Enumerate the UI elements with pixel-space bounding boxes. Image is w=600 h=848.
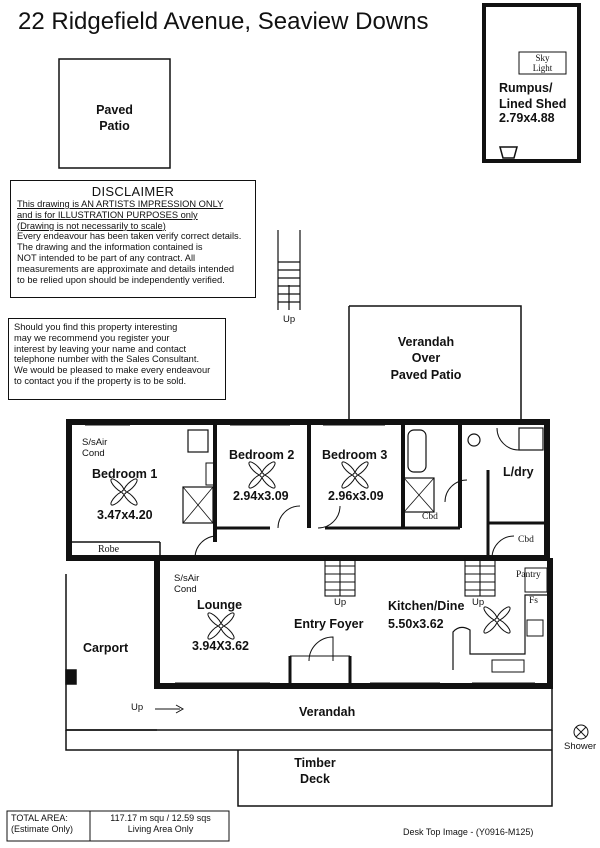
disclaimer-line: NOT intended to be part of any contract. All	[17, 252, 196, 263]
disclaimer-line: This drawing is AN ARTISTS IMPRESSION ONLY	[17, 199, 224, 210]
bedroom1-name: Bedroom 1	[92, 467, 158, 481]
bedroom2-dims: 2.94x3.09	[233, 489, 289, 503]
entry-foyer-label: Entry Foyer	[294, 617, 364, 631]
total-area-label: TOTAL AREA: (Estimate Only)	[11, 813, 74, 835]
up-label-lounge: Up	[334, 597, 347, 608]
disclaimer-box	[10, 180, 256, 298]
total-area-value: 117.17 m squ / 12.59 sqs Living Area Only	[110, 813, 211, 835]
timber-deck-label: Timber Deck	[294, 756, 336, 787]
shower-label: Shower	[564, 741, 597, 752]
lounge-dims: 3.94X3.62	[192, 639, 249, 653]
interest-notice-box	[8, 318, 226, 400]
disclaimer-line: measurements are approximate and details intended	[17, 263, 235, 274]
disclaimer-line: (Drawing is not necessarily to scale)	[17, 220, 166, 231]
fridge-space-label: Fs	[529, 596, 538, 606]
image-reference: Desk Top Image - (Y0916-M125)	[403, 827, 534, 837]
bedroom3-name: Bedroom 3	[322, 448, 388, 462]
disclaimer-heading: DISCLAIMER	[91, 184, 175, 199]
lounge-name: Lounge	[197, 598, 243, 612]
bedroom1-dims: 3.47x4.20	[97, 508, 153, 522]
disclaimer-line: and is for ILLUSTRATION PURPOSES only	[17, 209, 198, 220]
disclaimer-line: to be relied upon should be independently verified.	[17, 274, 225, 285]
paved-patio-label: Paved Patio	[96, 103, 133, 134]
notice-line: to contact you if the property is to be sold.	[14, 375, 187, 386]
shed-toilet	[500, 147, 517, 158]
notice-line: Should you find this property interesting	[14, 322, 178, 332]
notice-line: may we recommend you register your	[14, 332, 170, 343]
pantry-label: Pantry	[516, 570, 541, 580]
page-title: 22 Ridgefield Avenue, Seaview Downs	[18, 8, 429, 35]
verandah-patio-label: Verandah Over Paved Patio	[390, 335, 462, 382]
ssair-lounge-label: S/sAir Cond	[174, 573, 200, 595]
shed-name: Rumpus/ Lined Shed	[499, 81, 567, 112]
carport-label: Carport	[83, 641, 129, 655]
notice-line: We would be pleased to make every endeavour	[14, 365, 211, 376]
skylight-label: Sky Light	[532, 53, 553, 74]
shed-dims: 2.79x4.88	[499, 111, 555, 125]
ssair-bedroom-label: S/sAir Cond	[82, 437, 108, 459]
notice-line: telephone number with the Sales Consultant.	[14, 354, 200, 365]
disclaimer-line: Every endeavour has been taken verify correct details.	[17, 231, 242, 242]
notice-line: interest by leaving your name and contact	[14, 343, 187, 354]
up-label-carport: Up	[131, 702, 144, 713]
outside-stairs	[278, 230, 300, 310]
laundry-label: L/dry	[503, 465, 534, 479]
cbd-label-2: Cbd	[518, 535, 534, 545]
verandah-label: Verandah	[299, 705, 356, 719]
bedroom3-dims: 2.96x3.09	[328, 489, 384, 503]
bedroom2-name: Bedroom 2	[229, 448, 295, 462]
cbd-label-1: Cbd	[422, 512, 438, 522]
disclaimer-line: The drawing and the information contained is	[17, 242, 203, 253]
up-label-outside: Up	[283, 314, 296, 325]
kitchen-name: Kitchen/Dine	[388, 599, 465, 613]
up-label-kitchen: Up	[472, 597, 485, 608]
kitchen-dims: 5.50x3.62	[388, 617, 444, 631]
robe-label: Robe	[98, 544, 120, 555]
